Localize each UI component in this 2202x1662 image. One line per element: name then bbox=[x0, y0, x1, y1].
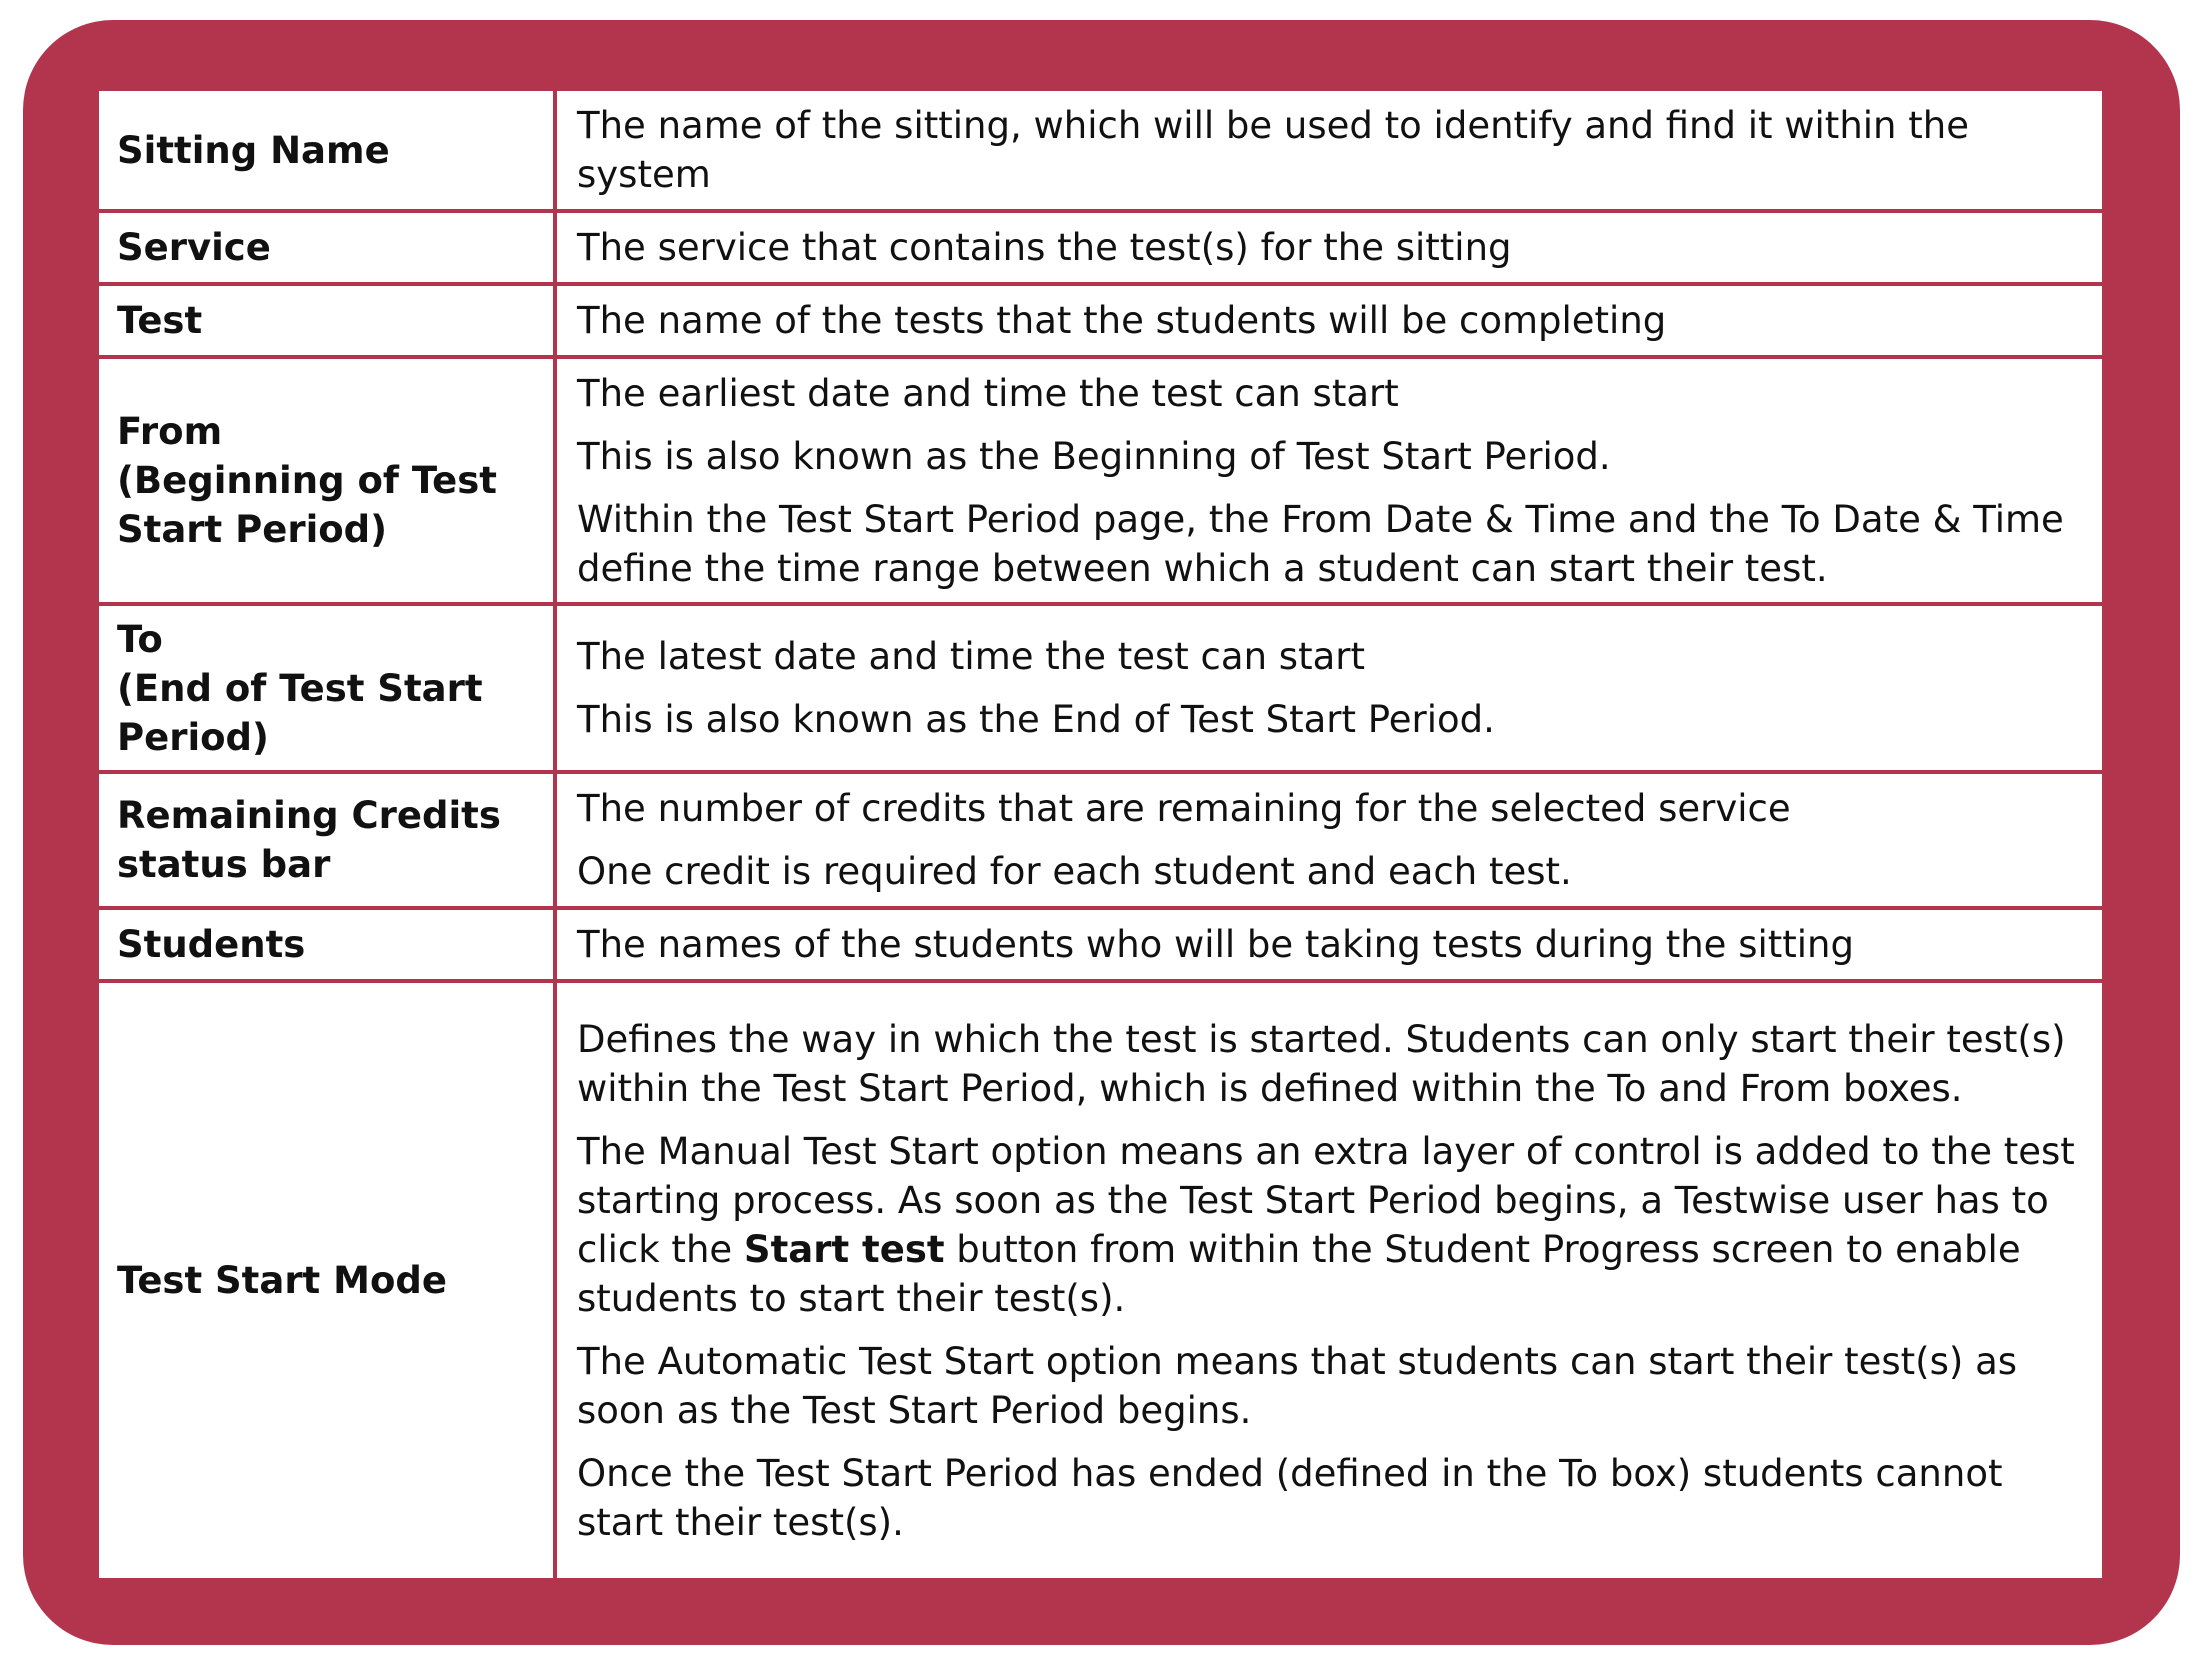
desc-paragraph: Defines the way in which the test is started. Students can only start their test(s) within the Test Start Period, which is defined within the To and From boxes. bbox=[577, 1017, 2066, 1110]
desc-paragraph: Within the Test Start Period page, the From Date & Time and the To Date & Time define the time range between which a student can start their test. bbox=[577, 497, 2064, 590]
desc-paragraph: The name of the tests that the students will be completing bbox=[577, 299, 1667, 342]
start-test-button-name: Start test bbox=[743, 1227, 945, 1271]
desc-paragraph-manual bbox=[577, 1127, 2082, 1323]
desc-paragraph: Once the Test Start Period has ended (defined in the To box) students cannot start their test(s). bbox=[577, 1451, 2003, 1544]
label-line: Sitting Name bbox=[117, 128, 390, 172]
desc-paragraph: The service that contains the test(s) for the sitting bbox=[577, 226, 1512, 269]
row-label-test bbox=[99, 286, 557, 359]
desc-paragraph: The latest date and time the test can start bbox=[577, 635, 1365, 678]
row-desc-students bbox=[557, 910, 2102, 983]
label-line: Students bbox=[117, 923, 306, 966]
row-desc-remaining-credits bbox=[557, 774, 2102, 910]
label-line: Remaining Credits bbox=[117, 794, 501, 837]
label-line: Test Start Mode bbox=[117, 1259, 447, 1302]
desc-paragraph: The number of credits that are remaining for the selected service bbox=[577, 787, 1791, 830]
desc-paragraph: The Automatic Test Start option means that students can start their test(s) as soon as the Test Start Period begins. bbox=[577, 1339, 2018, 1432]
desc-paragraph: This is also known as the End of Test Start Period. bbox=[577, 698, 1495, 741]
row-label-test-start-mode bbox=[99, 983, 557, 1578]
desc-text-after: button from within the Student Progress screen to enable students to start their test(s). bbox=[577, 1227, 2021, 1320]
row-desc-from bbox=[557, 359, 2102, 606]
label-line: Service bbox=[117, 226, 271, 269]
desc-paragraph: This is also known as the Beginning of Test Start Period. bbox=[577, 434, 1611, 478]
row-desc-to bbox=[557, 606, 2102, 774]
row-desc-sitting-name bbox=[557, 91, 2102, 213]
row-label-from bbox=[99, 359, 557, 606]
label-line: status bar bbox=[117, 843, 331, 886]
label-line: Period) bbox=[117, 715, 269, 759]
row-desc-service bbox=[557, 213, 2102, 286]
row-label-service bbox=[99, 213, 557, 286]
row-desc-test-start-mode bbox=[557, 983, 2102, 1578]
label-line: To bbox=[117, 617, 163, 661]
label-line: Start Period) bbox=[117, 508, 388, 551]
label-line: (Beginning of Test bbox=[117, 459, 497, 502]
desc-paragraph: The earliest date and time the test can start bbox=[577, 371, 1399, 415]
row-desc-test bbox=[557, 286, 2102, 359]
desc-paragraph: One credit is required for each student and each test. bbox=[577, 850, 1572, 893]
label-line: From bbox=[117, 410, 223, 453]
desc-text-before: The Manual Test Start option means an extra layer of control is added to the test starting process. As soon as the Test Start Period begins, a Testwise user has to click the bbox=[577, 1129, 2075, 1271]
row-label-to bbox=[99, 606, 557, 774]
desc-paragraph: The names of the students who will be taking tests during the sitting bbox=[577, 923, 1854, 966]
sitting-fields-table bbox=[96, 88, 2105, 1581]
row-label-students bbox=[99, 910, 557, 983]
label-line: Test bbox=[117, 299, 203, 342]
row-label-remaining-credits bbox=[99, 774, 557, 910]
label-line: (End of Test Start bbox=[117, 666, 483, 710]
row-label-sitting-name bbox=[99, 91, 557, 213]
desc-paragraph: The name of the sitting, which will be used to identify and find it within the system bbox=[577, 104, 1969, 196]
